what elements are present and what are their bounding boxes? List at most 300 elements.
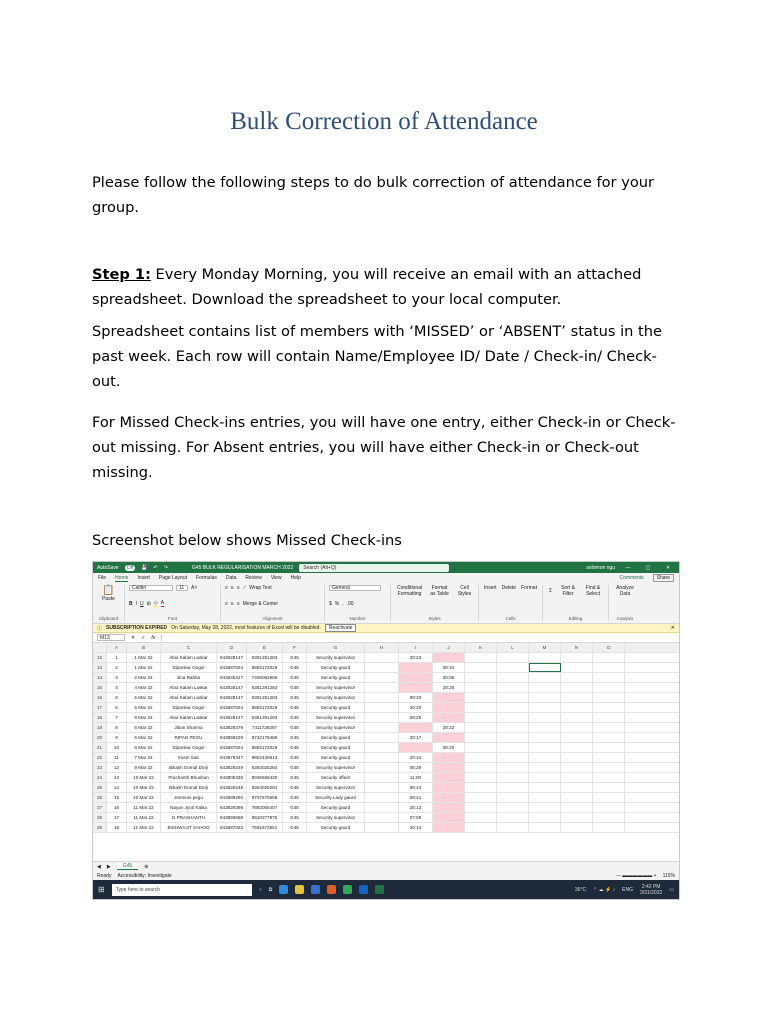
column-header[interactable]: E (247, 643, 283, 652)
select-all-corner[interactable] (93, 643, 107, 652)
row-header[interactable]: 18 (93, 713, 107, 722)
grid-cell[interactable] (529, 673, 561, 682)
grid-cell[interactable]: Security gaurd (307, 673, 365, 682)
accessibility-status[interactable]: Accessibility: Investigate (117, 872, 172, 879)
grid-cell[interactable] (529, 703, 561, 712)
row-header[interactable]: 16 (93, 693, 107, 702)
grid-cell[interactable] (593, 673, 625, 682)
grid-cell[interactable]: G45 (283, 663, 307, 672)
grid-cell[interactable]: Security supervisor (307, 783, 365, 792)
column-header[interactable]: J (433, 643, 465, 652)
grid-cell[interactable] (561, 693, 593, 702)
grid-cell[interactable]: Security gaurd (307, 703, 365, 712)
grid-cell[interactable] (529, 793, 561, 802)
outlook-icon[interactable] (359, 885, 368, 894)
zoom-level[interactable]: 115% (662, 872, 675, 879)
grid-cell[interactable]: Security gaurd (307, 733, 365, 742)
task-view-icon[interactable]: ⧉ (268, 886, 273, 893)
search-box[interactable]: Search (Alt+Q) (299, 564, 449, 572)
grid-cell[interactable] (365, 773, 399, 782)
grid-cell[interactable]: 20:17 (399, 733, 433, 742)
grid-cell[interactable]: 4 (107, 683, 127, 692)
grid-cell[interactable]: 6361291283 (247, 683, 283, 692)
grid-cell[interactable]: G45 (283, 723, 307, 732)
grid-cell[interactable]: 643805336 (217, 773, 247, 782)
grid-cell[interactable]: G45 (283, 743, 307, 752)
column-header[interactable]: F (283, 643, 307, 652)
grid-cell[interactable]: RIPAN PEGU (161, 733, 217, 742)
grid-cell[interactable] (593, 813, 625, 822)
grid-cell[interactable] (593, 713, 625, 722)
grid-cell[interactable] (399, 663, 433, 672)
grid-cell[interactable] (593, 773, 625, 782)
grid-cell[interactable]: 2 Mar 22 (127, 673, 161, 682)
menu-home[interactable]: Home (115, 574, 129, 581)
grid-cell[interactable] (593, 723, 625, 732)
grid-cell[interactable]: 7581673951 (247, 823, 283, 832)
grid-cell[interactable]: 10 (107, 743, 127, 752)
grid-cell[interactable]: 20:24 (399, 753, 433, 762)
grid-cell[interactable] (365, 663, 399, 672)
grid-cell[interactable]: Security Lady gaurd (307, 793, 365, 802)
grid-cell[interactable] (399, 743, 433, 752)
grid-cell[interactable]: Jonmoni pegu (161, 793, 217, 802)
grid-cell[interactable]: 4 Mar 22 (127, 683, 161, 692)
grid-cell[interactable]: Security supervisor (307, 763, 365, 772)
grid-cell[interactable]: Security gaurd (307, 823, 365, 832)
grid-cell[interactable]: Security gaurd (307, 753, 365, 762)
grid-cell[interactable]: Security supervisor (307, 723, 365, 732)
grid-cell[interactable] (497, 743, 529, 752)
grid-cell[interactable]: 6361291283 (247, 693, 283, 702)
grid-cell[interactable] (465, 683, 497, 692)
grid-cell[interactable] (465, 693, 497, 702)
grid-cell[interactable] (433, 703, 465, 712)
grid-cell[interactable] (593, 703, 625, 712)
grid-cell[interactable] (497, 753, 529, 762)
grid-cell[interactable]: G45 (283, 793, 307, 802)
grid-cell[interactable] (497, 803, 529, 812)
grid-cell[interactable]: G45 (283, 763, 307, 772)
menu-view[interactable]: View (270, 575, 282, 581)
grid-cell[interactable]: Abul Kalam Laskar (161, 713, 217, 722)
grid-cell[interactable]: 643829249 (217, 783, 247, 792)
grid-cell[interactable]: 6361291283 (247, 653, 283, 662)
grid-cell[interactable]: 11 Mar 22 (127, 823, 161, 832)
grid-cell[interactable]: 11 Mar 22 (127, 813, 161, 822)
align-top-icon[interactable]: ≡ (225, 585, 228, 591)
menu-formulas[interactable]: Formulas (196, 575, 217, 581)
grid-cell[interactable]: G45 (283, 803, 307, 812)
grid-cell[interactable]: 643628147 (217, 653, 247, 662)
grid-cell[interactable]: 08:25 (399, 713, 433, 722)
grid-cell[interactable] (529, 813, 561, 822)
grid-cell[interactable]: 07:59 (399, 813, 433, 822)
grid-cell[interactable] (561, 823, 593, 832)
grid-cell[interactable] (529, 723, 561, 732)
grid-cell[interactable]: Security supervisor (307, 813, 365, 822)
grid-cell[interactable]: G45 (283, 683, 307, 692)
grid-cell[interactable]: 643887833 (217, 823, 247, 832)
wrap-text-button[interactable]: Wrap Text (249, 585, 272, 591)
firefox-icon[interactable] (327, 885, 336, 894)
grid-cell[interactable]: 9 Mar 22 (127, 763, 161, 772)
file-explorer-icon[interactable] (295, 885, 304, 894)
excel-taskbar-icon[interactable] (375, 885, 384, 894)
grid-cell[interactable] (497, 823, 529, 832)
grid-cell[interactable] (465, 773, 497, 782)
row-header[interactable]: 26 (93, 793, 107, 802)
grid-cell[interactable] (365, 653, 399, 662)
grid-cell[interactable] (497, 693, 529, 702)
grid-cell[interactable]: 10 Mar 22 (127, 793, 161, 802)
grid-cell[interactable] (433, 753, 465, 762)
grid-cell[interactable] (497, 663, 529, 672)
number-format-select[interactable]: General (329, 585, 381, 591)
grid-cell[interactable] (593, 753, 625, 762)
grid-cell[interactable]: 10 Mar 22 (127, 783, 161, 792)
sort-filter-button[interactable]: Sort & Filter (561, 585, 575, 597)
column-header[interactable]: G (307, 643, 365, 652)
grid-cell[interactable]: 643887824 (217, 703, 247, 712)
grid-cell[interactable] (593, 743, 625, 752)
grid-cell[interactable]: 8 Mar 22 (127, 743, 161, 752)
grid-cell[interactable] (593, 733, 625, 742)
italic-icon[interactable]: I (135, 600, 138, 607)
grid-cell[interactable] (561, 663, 593, 672)
grid-cell[interactable]: Abul Kalam Laskar (161, 653, 217, 662)
conditional-formatting-button[interactable]: Conditional Formatting (396, 585, 423, 597)
grid-cell[interactable] (529, 713, 561, 722)
grid-cell[interactable]: 8 (107, 723, 127, 732)
grid-cell[interactable]: 9036656430 (247, 773, 283, 782)
column-header[interactable]: C (161, 643, 217, 652)
currency-icon[interactable]: $ (329, 600, 332, 607)
grid-cell[interactable]: G45 (283, 783, 307, 792)
grid-cell[interactable]: Dipankar Gogoi (161, 703, 217, 712)
align-middle-icon[interactable]: ≡ (230, 585, 234, 591)
grid-cell[interactable] (433, 653, 465, 662)
grid-cell[interactable]: 6364025284 (247, 763, 283, 772)
row-header[interactable]: 13 (93, 663, 107, 672)
grid-cell[interactable]: 20:22 (433, 723, 465, 732)
grid-cell[interactable]: Security gaurd (307, 743, 365, 752)
grid-cell[interactable] (433, 793, 465, 802)
grid-cell[interactable] (529, 663, 561, 672)
grid-cell[interactable] (399, 723, 433, 732)
grid-cell[interactable] (561, 813, 593, 822)
grid-cell[interactable]: 08:24 (399, 783, 433, 792)
grid-cell[interactable] (465, 793, 497, 802)
grid-cell[interactable] (497, 813, 529, 822)
grid-cell[interactable]: Abul Kalam Laskar (161, 693, 217, 702)
autosave-toggle[interactable]: Off (126, 564, 134, 571)
grid-cell[interactable] (561, 783, 593, 792)
row-header[interactable]: 29 (93, 823, 107, 832)
grid-cell[interactable]: 08:41 (399, 793, 433, 802)
grid-cell[interactable]: 20:05 (433, 673, 465, 682)
grid-cell[interactable]: G45 (283, 733, 307, 742)
grid-cell[interactable] (433, 783, 465, 792)
grid-cell[interactable]: Security supervisor (307, 713, 365, 722)
grid-cell[interactable]: Bikash Domal Dorji (161, 763, 217, 772)
grid-cell[interactable]: 8892173029 (247, 663, 283, 672)
grid-cell[interactable] (433, 803, 465, 812)
grid-cell[interactable] (365, 683, 399, 692)
grid-cell[interactable] (365, 783, 399, 792)
grid-cell[interactable]: 6 (107, 703, 127, 712)
grid-cell[interactable] (365, 803, 399, 812)
grid-cell[interactable]: 3 (107, 673, 127, 682)
grid-cell[interactable]: G45 (283, 813, 307, 822)
row-header[interactable]: 22 (93, 753, 107, 762)
grid-cell[interactable]: D PRASHANTH (161, 813, 217, 822)
grid-cell[interactable] (465, 713, 497, 722)
prev-sheet-icon[interactable]: ◀ (97, 863, 101, 870)
grid-cell[interactable] (593, 763, 625, 772)
save-icon[interactable]: 💾 (141, 564, 148, 571)
grid-cell[interactable] (497, 653, 529, 662)
grid-cell[interactable] (465, 703, 497, 712)
grid-cell[interactable] (465, 733, 497, 742)
grid-cell[interactable] (529, 763, 561, 772)
grid-cell[interactable] (561, 743, 593, 752)
grid-cell[interactable]: 6 Mar 22 (127, 713, 161, 722)
row-header[interactable]: 19 (93, 723, 107, 732)
grid-cell[interactable]: 20:23 (399, 653, 433, 662)
row-header[interactable]: 15 (93, 683, 107, 692)
grid-cell[interactable] (593, 683, 625, 692)
next-sheet-icon[interactable]: ▶ (106, 863, 111, 870)
formula-input[interactable] (161, 634, 675, 641)
grid-cell[interactable]: 20:14 (399, 823, 433, 832)
chrome-icon[interactable] (343, 885, 352, 894)
align-bottom-icon[interactable]: ≡ (236, 585, 240, 591)
taskbar-search[interactable]: Type here to search (112, 884, 252, 896)
grid-cell[interactable]: G45 (283, 703, 307, 712)
grid-cell[interactable]: 18 (107, 823, 127, 832)
menu-data[interactable]: Data (225, 575, 237, 581)
grid-cell[interactable]: 08:20 (399, 693, 433, 702)
grid-cell[interactable] (365, 763, 399, 772)
column-header[interactable]: H (365, 643, 399, 652)
grid-cell[interactable]: G45 (283, 693, 307, 702)
grid-cell[interactable]: 08:20 (433, 743, 465, 752)
maximize-icon[interactable]: ▢ (645, 564, 651, 571)
column-header[interactable]: I (399, 643, 433, 652)
row-header[interactable]: 17 (93, 703, 107, 712)
grid-cell[interactable]: 7892065407 (247, 803, 283, 812)
grid-cell[interactable]: Security supervisor (307, 653, 365, 662)
grid-cell[interactable]: Nayan Jyoti Kalita (161, 803, 217, 812)
grid-cell[interactable] (561, 703, 593, 712)
grid-cell[interactable] (433, 733, 465, 742)
tray-icons[interactable]: ⌃ ☁ ⚡ ♪ (593, 886, 616, 893)
grid-cell[interactable]: 6361291283 (247, 713, 283, 722)
grid-cell[interactable]: 9910377975 (247, 813, 283, 822)
grid-cell[interactable]: Dipankar Gogoi (161, 663, 217, 672)
grid-cell[interactable] (465, 673, 497, 682)
find-select-button[interactable]: Find & Select (585, 585, 601, 597)
grid-cell[interactable] (593, 803, 625, 812)
grid-cell[interactable] (561, 653, 593, 662)
grid-cell[interactable] (529, 653, 561, 662)
grid-cell[interactable] (561, 793, 593, 802)
grid-cell[interactable]: 08:29 (399, 763, 433, 772)
grid-cell[interactable]: 7 Mar 22 (127, 753, 161, 762)
zoom-slider[interactable]: — ▬▬▬▬▬▬ + (615, 872, 657, 879)
share-button[interactable]: Share (653, 574, 674, 582)
grid-cell[interactable] (465, 763, 497, 772)
grid-cell[interactable] (497, 703, 529, 712)
grid-cell[interactable]: 643869229 (217, 733, 247, 742)
column-header[interactable]: B (127, 643, 161, 652)
redo-icon[interactable]: ↷ (163, 564, 168, 571)
grid-cell[interactable]: Security gaurd (307, 803, 365, 812)
grid-cell[interactable] (433, 823, 465, 832)
grid-cell[interactable] (365, 743, 399, 752)
grid-cell[interactable]: 643628147 (217, 693, 247, 702)
grid-cell[interactable] (529, 803, 561, 812)
windows-start-icon[interactable]: ⊞ (98, 885, 105, 894)
grid-cell[interactable] (593, 653, 625, 662)
grid-cell[interactable] (465, 653, 497, 662)
grid-cell[interactable] (465, 743, 497, 752)
grid-cell[interactable] (433, 813, 465, 822)
grid-cell[interactable] (497, 733, 529, 742)
grid-cell[interactable]: 7 (107, 713, 127, 722)
grid-cell[interactable]: G45 (283, 673, 307, 682)
grid-cell[interactable] (465, 813, 497, 822)
grid-cell[interactable]: 9742179409 (247, 733, 283, 742)
grid-cell[interactable] (529, 693, 561, 702)
close-icon[interactable]: ✕ (665, 564, 671, 571)
align-center-icon[interactable]: ≡ (230, 600, 234, 607)
row-header[interactable]: 12 (93, 653, 107, 662)
grid-cell[interactable] (497, 683, 529, 692)
grid-cell[interactable]: 15 (107, 793, 127, 802)
menu-insert[interactable]: Insert (137, 575, 150, 581)
grid-cell[interactable]: Abul Kalam Laskar (161, 683, 217, 692)
row-header[interactable]: 24 (93, 773, 107, 782)
grid-cell[interactable]: 20:13 (399, 803, 433, 812)
grid-cell[interactable]: Security gaurd (307, 663, 365, 672)
grid-cell[interactable] (365, 723, 399, 732)
grid-cell[interactable] (465, 753, 497, 762)
grid-cell[interactable] (593, 823, 625, 832)
cancel-icon[interactable]: ✕ (131, 634, 136, 641)
grid-cell[interactable]: 643887824 (217, 663, 247, 672)
insert-cells-button[interactable]: Insert (484, 585, 497, 591)
clock[interactable]: 2:42 PM 3/31/2022 (640, 883, 663, 896)
grid-cell[interactable] (593, 663, 625, 672)
grid-cell[interactable]: Dipankar Gogoi (161, 743, 217, 752)
grid-cell[interactable]: 5 Mar 22 (127, 703, 161, 712)
store-icon[interactable] (311, 885, 320, 894)
grid-cell[interactable] (465, 663, 497, 672)
grid-cell[interactable] (399, 673, 433, 682)
cortana-icon[interactable]: ○ (258, 886, 262, 893)
grid-cell[interactable]: 9902440613 (247, 753, 283, 762)
paste-button[interactable]: 📋 Paste (102, 585, 115, 602)
grid-cell[interactable] (529, 773, 561, 782)
column-header[interactable]: L (497, 643, 529, 652)
row-header[interactable]: 23 (93, 763, 107, 772)
row-header[interactable]: 28 (93, 813, 107, 822)
grid-cell[interactable] (465, 783, 497, 792)
grid-cell[interactable] (561, 803, 593, 812)
name-box[interactable]: M13 (97, 634, 125, 641)
grid-cell[interactable]: 13 (107, 773, 127, 782)
fill-color-icon[interactable]: ◇ (153, 600, 158, 606)
grid-cell[interactable]: 643829249 (217, 763, 247, 772)
grid-cell[interactable]: 6 Mar 22 (127, 723, 161, 732)
grid-cell[interactable]: Bikash Domal Dorji (161, 783, 217, 792)
format-cells-button[interactable]: Format (521, 585, 537, 591)
bold-icon[interactable]: B (129, 600, 133, 607)
grid-cell[interactable]: 17 (107, 813, 127, 822)
grid-cell[interactable]: 9 (107, 733, 127, 742)
grid-cell[interactable]: Security offedr (307, 773, 365, 782)
font-color-icon[interactable]: A (160, 600, 165, 606)
minimize-icon[interactable]: — (625, 564, 631, 571)
grid-cell[interactable]: 12 (107, 763, 127, 772)
grid-cell[interactable]: G45 (283, 713, 307, 722)
grid-cell[interactable] (529, 753, 561, 762)
grid-cell[interactable] (365, 713, 399, 722)
grid-cell[interactable]: G45 (283, 773, 307, 782)
grid-cell[interactable]: 643646417 (217, 673, 247, 682)
grid-cell[interactable] (593, 693, 625, 702)
grid-cell[interactable]: 643829398 (217, 803, 247, 812)
align-right-icon[interactable]: ≡ (236, 600, 240, 607)
grid-cell[interactable]: Jina Rabha (161, 673, 217, 682)
grid-cell[interactable]: 7411728397 (247, 723, 283, 732)
orientation-icon[interactable]: ⟋ (242, 585, 247, 591)
sheet-tab-g45[interactable]: G45 (117, 863, 138, 870)
grid-cell[interactable]: 7406062956 (247, 673, 283, 682)
column-header[interactable]: D (217, 643, 247, 652)
grid-cell[interactable]: 8892173029 (247, 743, 283, 752)
grid-cell[interactable]: Prachanth Bhushan (161, 773, 217, 782)
message-close-icon[interactable]: ✕ (670, 625, 675, 631)
notification-icon[interactable]: ▭ (669, 886, 674, 893)
grid-cell[interactable]: 11 (107, 753, 127, 762)
grid-cell[interactable]: 20:20 (399, 703, 433, 712)
grid-cell[interactable] (465, 723, 497, 732)
grid-cell[interactable] (529, 733, 561, 742)
fx-icon[interactable]: fx (151, 634, 156, 641)
grid-cell[interactable] (433, 773, 465, 782)
grid-cell[interactable] (561, 773, 593, 782)
grid-cell[interactable]: 2 (107, 663, 127, 672)
grid-cell[interactable] (365, 793, 399, 802)
autosum-icon[interactable]: Σ (548, 588, 553, 594)
grid-cell[interactable] (433, 713, 465, 722)
align-left-icon[interactable]: ≡ (225, 600, 228, 607)
grid-cell[interactable]: 9707670568 (247, 793, 283, 802)
grid-cell[interactable] (497, 713, 529, 722)
analyze-data-button[interactable]: Analyze Data (616, 585, 634, 597)
grid-cell[interactable] (561, 673, 593, 682)
grid-cell[interactable] (399, 683, 433, 692)
grid-cell[interactable] (365, 733, 399, 742)
edge-icon[interactable] (279, 885, 288, 894)
grid-cell[interactable]: G45 (283, 653, 307, 662)
grid-cell[interactable]: 08:34 (433, 663, 465, 672)
grid-cell[interactable] (497, 793, 529, 802)
grid-cell[interactable]: BISHWAJIT SAHOO (161, 823, 217, 832)
